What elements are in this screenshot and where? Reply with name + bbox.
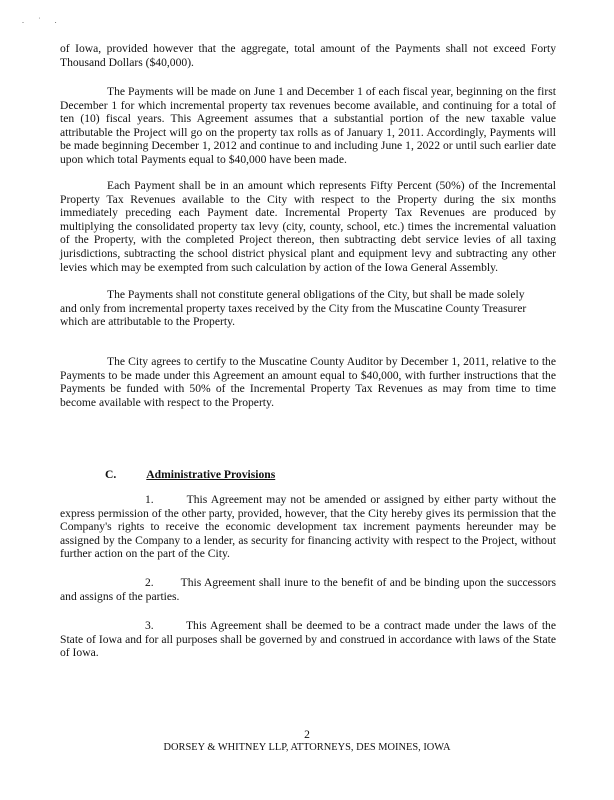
section-title: Administrative Provisions bbox=[146, 468, 276, 481]
paragraph-payment-amount: Each Payment shall be in an amount which represents Fifty Percent (50%) of the Incremental Property Tax Revenues available to the City with respect to the Property during the six months immediately preceding each Payment date. Incremental Property Tax Revenues are produced by multiplying the consolidated property tax levy (city, county, school, etc.) times the incremental valuation of the Property, with the completed Project thereon, then subtracting debt service levies of all taxing jurisdictions, subtracting the school district physical plant and equipment levy and subtracting any other levies which may be exempted from such calculation by action of the Iowa General Assembly. bbox=[60, 179, 556, 274]
paragraph-certification: The City agrees to certify to the Muscatine County Auditor by December 1, 2011, relative to the Payments to be made under this Agreement an amount equal to $40,000, with further instructions that the Payments be funded with 50% of the Incremental Property Tax Revenues as may from time to time become available with respect to the Property. bbox=[60, 355, 556, 409]
paragraph-obligations: The Payments shall not constitute general obligations of the City, but shall be made solely and only from incremental property taxes received by the City from the Muscatine County Treasurer which are attributable to the Property. bbox=[60, 288, 527, 329]
paragraph-payment-cap: of Iowa, provided however that the aggregate, total amount of the Payments shall not exceed Forty Thousand Dollars ($40,000). bbox=[60, 42, 556, 69]
provision-1: 1. This Agreement may not be amended or assigned by either party without the express permission of the other party, provided, however, that the City hereby gives its permission that the Company's rights to receive the economic development tax increment payments hereunder may be assigned by the Company to a lender, as security for financing activity with respect to the Project, without further action on the part of the City. bbox=[60, 493, 556, 561]
page-number: 2 bbox=[304, 728, 310, 741]
paragraph-payment-schedule: The Payments will be made on June 1 and December 1 of each fiscal year, beginning on the first December 1 for which incremental property tax revenues become available, and continuing for a total of ten (10) fiscal years. This Agreement assumes that a substantial portion of the new taxable value attributable the Project will go on the property tax rolls as of January 1, 2011. Accordingly, Payments will be made beginning December 1, 2012 and continue to and including June 1, 2022 or until such earlier date upon which total Payments equal to $40,000 have been made. bbox=[60, 85, 556, 166]
provision-2: 2. This Agreement shall inure to the benefit of and be binding upon the successors and assigns of the parties. bbox=[60, 576, 556, 603]
provision-3: 3. This Agreement shall be deemed to be a contract made under the laws of the State of Iowa and for all purposes shall be governed by and construed in accordance with laws of the State of Iowa. bbox=[60, 619, 556, 660]
footer-firm: DORSEY & WHITNEY LLP, ATTORNEYS, DES MOINES, IOWA bbox=[163, 742, 451, 753]
section-letter: C. bbox=[105, 468, 117, 481]
scan-specks: . ˙ . bbox=[22, 16, 63, 25]
section-heading bbox=[105, 468, 275, 481]
